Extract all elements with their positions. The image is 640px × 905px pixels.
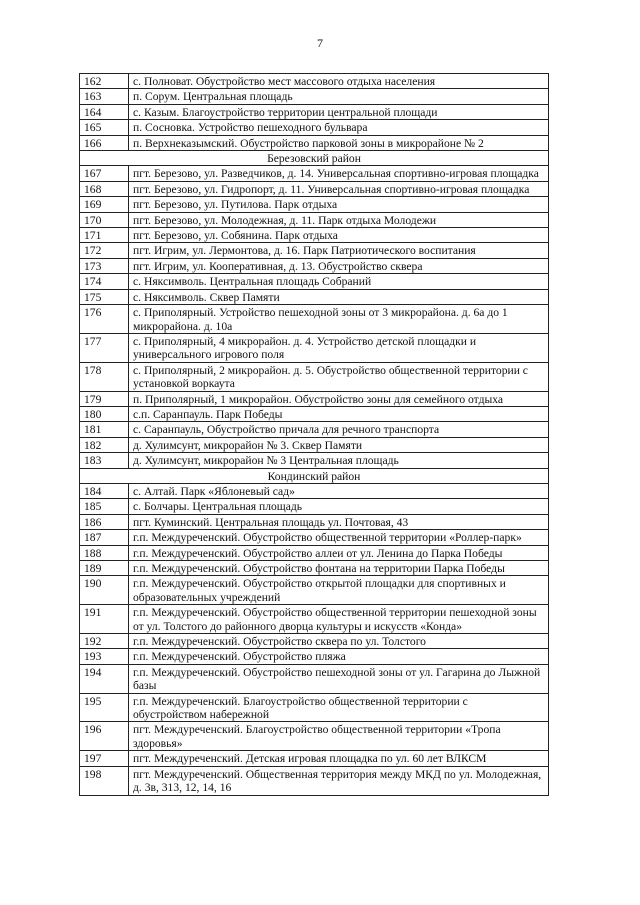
table-row <box>80 228 549 243</box>
row-number: 179 <box>80 391 129 406</box>
page-number: 7 <box>317 36 323 50</box>
row-number: 187 <box>80 530 129 545</box>
row-number: 167 <box>80 166 129 181</box>
row-description: г.п. Междуреченский. Благоустройство общественной территории с обустройством набережной <box>129 693 549 722</box>
row-description: д. Хулимсунт, микрорайон № 3 Центральная площадь <box>129 453 549 468</box>
row-description: с. Приполярный, 2 микрорайон. д. 5. Обустройство общественной территории с установкой воркаута <box>129 362 549 391</box>
row-number: 171 <box>80 228 129 243</box>
row-description: с. Приполярный. Устройство пешеходной зоны от 3 микрорайона. д. 6а до 1 микрорайона. д. 10а <box>129 305 549 334</box>
row-number: 174 <box>80 274 129 289</box>
section-title: Кондинский район <box>80 468 549 483</box>
row-number: 169 <box>80 197 129 212</box>
row-description: с. Алтай. Парк «Яблоневый сад» <box>129 483 549 498</box>
row-number: 168 <box>80 181 129 196</box>
row-number: 194 <box>80 664 129 693</box>
row-description: пгт. Куминский. Центральная площадь ул. Почтовая, 43 <box>129 514 549 529</box>
table-row <box>80 422 549 437</box>
row-number: 165 <box>80 120 129 135</box>
row-description: пгт. Игрим, ул. Лермонтова, д. 16. Парк Патриотического воспитания <box>129 243 549 258</box>
row-description: г.п. Междуреченский. Обустройство пешеходной зоны от ул. Гагарина до Лыжной базы <box>129 664 549 693</box>
row-description: д. Хулимсунт, микрорайон № 3. Сквер Памяти <box>129 437 549 452</box>
row-number: 192 <box>80 634 129 649</box>
table-row <box>80 634 549 649</box>
row-description: с. Казым. Благоустройство территории центральной площади <box>129 104 549 119</box>
row-description: пгт. Междуреченский. Благоустройство общественной территории «Тропа здоровья» <box>129 722 549 751</box>
table-row <box>80 166 549 181</box>
section-header-row <box>80 468 549 483</box>
table-row <box>80 197 549 212</box>
row-number: 188 <box>80 545 129 560</box>
table-row <box>80 104 549 119</box>
row-description: пгт. Березово, ул. Гидропорт, д. 11. Универсальная спортивно-игровая площадка <box>129 181 549 196</box>
table-row <box>80 514 549 529</box>
row-number: 178 <box>80 362 129 391</box>
table-row <box>80 561 549 576</box>
table-row <box>80 453 549 468</box>
table-row <box>80 576 549 605</box>
row-description: с. Няксимволь. Сквер Памяти <box>129 289 549 304</box>
row-description: г.п. Междуреченский. Обустройство открытой площадки для спортивных и образовательных учреждений <box>129 576 549 605</box>
row-description: с. Приполярный, 4 микрорайон. д. 4. Устройство детской площадки и универсального игрового поля <box>129 333 549 362</box>
row-description: пгт. Игрим, ул. Кооперативная, д. 13. Обустройство сквера <box>129 258 549 273</box>
row-description: с.п. Саранпауль. Парк Победы <box>129 406 549 421</box>
row-number: 182 <box>80 437 129 452</box>
row-number: 164 <box>80 104 129 119</box>
table-row <box>80 766 549 795</box>
row-number: 196 <box>80 722 129 751</box>
row-description: г.п. Междуреченский. Обустройство общественной территории «Роллер-парк» <box>129 530 549 545</box>
row-number: 195 <box>80 693 129 722</box>
table-row <box>80 406 549 421</box>
row-description: г.п. Междуреченский. Обустройство общественной территории пешеходной зоны от ул. Толстого до районного дворца культуры и искусств «Конда» <box>129 605 549 634</box>
row-number: 183 <box>80 453 129 468</box>
row-description: пгт. Березово, ул. Разведчиков, д. 14. Универсальная спортивно-игровая площадка <box>129 166 549 181</box>
row-description: с. Няксимволь. Центральная площадь Собраний <box>129 274 549 289</box>
row-description: п. Приполярный, 1 микрорайон. Обустройство зоны для семейного отдыха <box>129 391 549 406</box>
row-description: г.п. Междуреченский. Обустройство пляжа <box>129 649 549 664</box>
table-row <box>80 289 549 304</box>
row-number: 162 <box>80 74 129 89</box>
table-row <box>80 74 549 89</box>
row-description: пгт. Березово, ул. Собянина. Парк отдыха <box>129 228 549 243</box>
table-row <box>80 135 549 150</box>
row-number: 189 <box>80 561 129 576</box>
table-row <box>80 545 549 560</box>
row-description: г.п. Междуреченский. Обустройство фонтана на территории Парка Победы <box>129 561 549 576</box>
row-number: 163 <box>80 89 129 104</box>
table-body <box>80 74 549 796</box>
row-number: 184 <box>80 483 129 498</box>
table-row <box>80 333 549 362</box>
table-row <box>80 605 549 634</box>
table-row <box>80 305 549 334</box>
row-description: пгт. Междуреченский. Детская игровая площадка по ул. 60 лет ВЛКСМ <box>129 751 549 766</box>
table-row <box>80 274 549 289</box>
row-description: г.п. Междуреченский. Обустройство аллеи от ул. Ленина до Парка Победы <box>129 545 549 560</box>
table-row <box>80 499 549 514</box>
row-description: п. Верхнеказымский. Обустройство парковой зоны в микрорайоне № 2 <box>129 135 549 150</box>
table-row <box>80 89 549 104</box>
row-number: 172 <box>80 243 129 258</box>
row-number: 173 <box>80 258 129 273</box>
table-row <box>80 437 549 452</box>
row-number: 198 <box>80 766 129 795</box>
row-description: пгт. Березово, ул. Путилова. Парк отдыха <box>129 197 549 212</box>
row-description: пгт. Березово, ул. Молодежная, д. 11. Парк отдыха Молодежи <box>129 212 549 227</box>
row-description: п. Сорум. Центральная площадь <box>129 89 549 104</box>
row-number: 170 <box>80 212 129 227</box>
table-row <box>80 243 549 258</box>
row-number: 191 <box>80 605 129 634</box>
row-description: с. Болчары. Центральная площадь <box>129 499 549 514</box>
row-number: 197 <box>80 751 129 766</box>
row-description: пгт. Междуреченский. Общественная территория между МКД по ул. Молодежная, д. 3в, 313, 12, 14, 16 <box>129 766 549 795</box>
table-row <box>80 362 549 391</box>
table-row <box>80 391 549 406</box>
table-row <box>80 181 549 196</box>
table-row <box>80 258 549 273</box>
table-row <box>80 693 549 722</box>
section-title: Березовский район <box>80 151 549 166</box>
row-description: г.п. Междуреченский. Обустройство сквера по ул. Толстого <box>129 634 549 649</box>
row-number: 177 <box>80 333 129 362</box>
table-row <box>80 483 549 498</box>
table-row <box>80 212 549 227</box>
row-description: с. Саранпауль, Обустройство причала для речного транспорта <box>129 422 549 437</box>
row-number: 181 <box>80 422 129 437</box>
row-number: 193 <box>80 649 129 664</box>
row-number: 180 <box>80 406 129 421</box>
table-row <box>80 649 549 664</box>
row-number: 175 <box>80 289 129 304</box>
row-description: п. Сосновка. Устройство пешеходного бульвара <box>129 120 549 135</box>
table-row <box>80 664 549 693</box>
section-header-row <box>80 151 549 166</box>
row-number: 166 <box>80 135 129 150</box>
row-number: 185 <box>80 499 129 514</box>
table-row <box>80 751 549 766</box>
table-row <box>80 120 549 135</box>
row-number: 176 <box>80 305 129 334</box>
row-number: 190 <box>80 576 129 605</box>
row-description: с. Полноват. Обустройство мест массового отдыха населения <box>129 74 549 89</box>
table-row <box>80 722 549 751</box>
row-number: 186 <box>80 514 129 529</box>
objects-table <box>79 73 549 796</box>
table-row <box>80 530 549 545</box>
